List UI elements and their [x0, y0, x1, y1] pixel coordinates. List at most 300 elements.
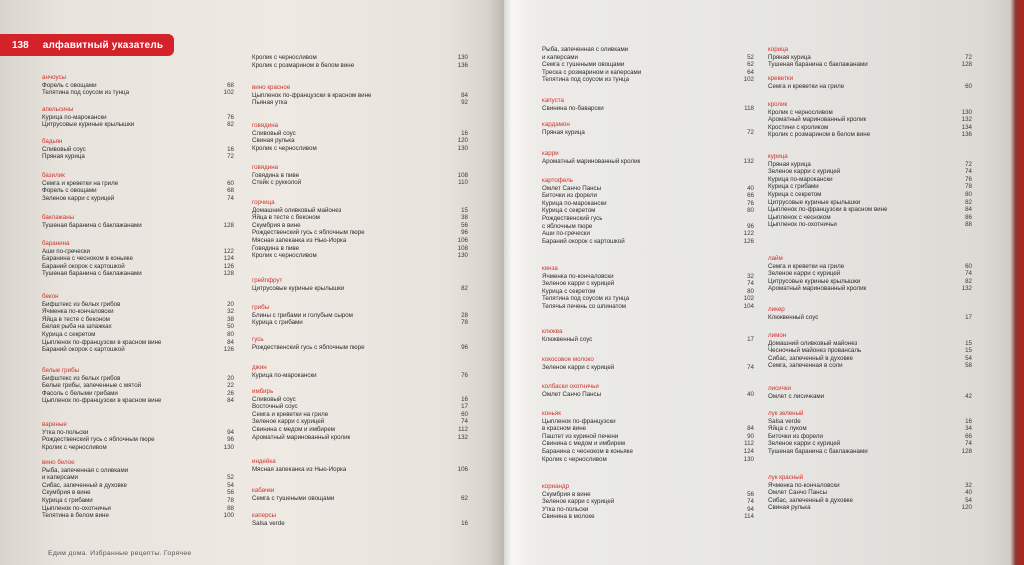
entry-title: Цыпленок по-охотничьи	[42, 504, 111, 512]
entry-title: Баранина с чесноком в коньяке	[42, 255, 133, 263]
index-entry	[768, 214, 972, 222]
index-entry	[42, 512, 234, 520]
entry-title: Говядина в пиве	[252, 244, 300, 252]
entry-title: Утка по-польски	[542, 505, 589, 513]
section-heading: бекон	[42, 293, 59, 300]
section-heading: кокосовое молоко	[542, 356, 594, 363]
index-entry	[42, 180, 234, 188]
entry-title: Белые грибы, запеченные с мятой	[42, 382, 142, 390]
entry-page-number: 88	[965, 221, 972, 229]
index-entry	[252, 411, 468, 419]
entry-page-number: 84	[461, 91, 468, 99]
index-section	[768, 332, 972, 370]
entry-page-number: 38	[227, 315, 234, 323]
entry-title: Ячменка по-кончаловски	[542, 272, 614, 280]
entry-title: Цитрусовые куриные крылышки	[768, 277, 861, 285]
entry-title: Salsa verde	[768, 417, 801, 425]
entry-title: Семга и креветки на гриле	[42, 179, 119, 187]
index-entry	[42, 346, 234, 354]
entry-page-number: 68	[227, 187, 234, 195]
entry-page-number: 16	[965, 417, 972, 425]
entry-page-number: 88	[227, 504, 234, 512]
entry-title: Блины с грибами и голубым сыром	[252, 311, 353, 319]
index-entry	[42, 323, 234, 331]
entry-page-number: 82	[965, 198, 972, 206]
section-heading: колбаски охотничьи	[542, 383, 599, 390]
entry-page-number: 102	[223, 89, 234, 97]
entry-title: Курица с секретом	[42, 330, 96, 338]
entry-title: Сливовый соус	[42, 145, 86, 153]
index-entry	[768, 285, 972, 293]
entry-page-number: 74	[965, 270, 972, 278]
index-entry	[542, 303, 754, 311]
entry-title: Семга с тушеными овощами	[252, 494, 335, 502]
entry-title: Говядина в пиве	[252, 171, 300, 179]
index-entry	[252, 319, 468, 327]
section-heading: кардамон	[542, 121, 570, 128]
entry-page-number: 84	[965, 206, 972, 214]
section-heading: говядина	[252, 164, 279, 171]
entry-page-number: 102	[743, 295, 754, 303]
entry-title: Зеленое карри с курицей	[768, 270, 841, 278]
index-entry	[768, 263, 972, 271]
entry-page-number: 124	[223, 255, 234, 263]
entry-page-number: 50	[227, 323, 234, 331]
index-section	[768, 306, 972, 321]
entry-page-number: 132	[961, 285, 972, 293]
section-heading: кабачки	[252, 487, 275, 494]
index-entry	[252, 130, 468, 138]
index-entry	[542, 76, 754, 84]
entry-title: Омлет Санчо Пансы	[542, 390, 602, 398]
entry-title: Омлет Санчо Пансы	[768, 489, 828, 497]
index-section	[542, 121, 754, 136]
index-entry	[768, 131, 972, 139]
index-section	[768, 410, 972, 456]
entry-title: Кролик с черносливом	[42, 443, 107, 451]
entry-title: Бараний окорок с картошкой	[42, 262, 125, 270]
index-entry	[252, 344, 468, 352]
index-entry	[252, 54, 468, 62]
entry-page-number: 82	[227, 121, 234, 129]
entry-title: и каперсами	[542, 53, 578, 61]
index-section	[768, 153, 972, 229]
index-entry	[542, 506, 754, 514]
index-entry	[252, 207, 468, 215]
index-entry	[42, 489, 234, 497]
index-entry	[42, 308, 234, 316]
entry-title: Свиная рулька	[252, 137, 295, 145]
index-entry	[768, 183, 972, 191]
index-entry	[542, 215, 754, 223]
index-entry	[768, 124, 972, 132]
entry-title: и каперсами	[42, 474, 78, 482]
index-entry	[768, 393, 972, 401]
index-entry	[768, 489, 972, 497]
entry-page-number: 52	[227, 474, 234, 482]
entry-page-number: 84	[227, 338, 234, 346]
section-heading: грейпфрут	[252, 277, 283, 284]
index-entry	[252, 237, 468, 245]
section-heading: вино белое	[42, 459, 75, 466]
index-section	[768, 46, 972, 69]
entry-title: Семга и креветки на гриле	[768, 262, 845, 270]
index-section	[768, 75, 972, 90]
section-heading: кориандр	[542, 483, 570, 490]
index-entry	[252, 252, 468, 260]
entry-title: Рождественский гусь	[542, 214, 603, 222]
index-entry	[42, 114, 234, 122]
section-heading: корица	[768, 46, 789, 53]
index-section	[542, 483, 754, 521]
entry-page-number: 80	[227, 330, 234, 338]
entry-title: Ароматный маринованный кролик	[768, 285, 867, 293]
entry-page-number: 40	[747, 184, 754, 192]
index-section	[542, 410, 754, 463]
entry-page-number: 52	[747, 53, 754, 61]
index-entry	[252, 62, 468, 70]
entry-page-number: 132	[457, 433, 468, 441]
entry-page-number	[750, 46, 754, 54]
entry-page-number: 54	[965, 496, 972, 504]
entry-page-number: 74	[227, 194, 234, 202]
entry-page-number: 96	[461, 343, 468, 351]
entry-title: Ячменка по-кончаловски	[42, 308, 114, 316]
index-section	[542, 46, 754, 84]
index-entry	[542, 498, 754, 506]
entry-title: Мясная запеканка из Нью-Йорка	[252, 236, 347, 244]
index-entry	[252, 466, 468, 474]
index-entry	[42, 505, 234, 513]
index-section	[42, 367, 234, 405]
index-entry	[252, 426, 468, 434]
entry-page-number: 76	[965, 175, 972, 183]
entry-page-number: 40	[965, 489, 972, 497]
section-heading: апельсины	[42, 106, 74, 113]
entry-title: Зеленое карри с курицей	[542, 363, 615, 371]
entry-title: Клюквенный соус	[542, 335, 593, 343]
index-entry	[42, 382, 234, 390]
entry-page-number: 74	[965, 168, 972, 176]
section-heading: анчоусы	[42, 74, 67, 81]
entry-title: Телятина под соусом из тунца	[542, 76, 630, 84]
entry-title: Цыпленок по-французски в красном вине	[42, 338, 162, 346]
index-entry	[768, 433, 972, 441]
entry-page-number: 16	[461, 395, 468, 403]
entry-page-number: 86	[965, 213, 972, 221]
section-heading: лук красный	[768, 474, 804, 481]
index-entry	[768, 347, 972, 355]
entry-title: Телятина под соусом из тунца	[542, 295, 630, 303]
entry-page-number: 74	[965, 440, 972, 448]
entry-page-number: 38	[461, 214, 468, 222]
index-entry	[42, 375, 234, 383]
index-entry	[42, 248, 234, 256]
entry-page-number: 17	[965, 313, 972, 321]
entry-page-number	[750, 418, 754, 426]
index-banner	[0, 34, 174, 56]
entry-page-number: 102	[743, 76, 754, 84]
entry-title: Омлет с лисичками	[768, 392, 825, 400]
section-heading: лимон	[768, 332, 787, 339]
index-section	[768, 385, 972, 400]
entry-page-number: 15	[965, 339, 972, 347]
entry-page-number: 66	[965, 432, 972, 440]
index-entry	[768, 199, 972, 207]
entry-title: Сибас, запеченный в духовке	[42, 481, 127, 489]
index-entry	[542, 391, 754, 399]
index-section	[42, 214, 234, 229]
entry-page-number: 110	[458, 179, 468, 187]
index-entry	[42, 187, 234, 195]
index-section	[252, 304, 468, 327]
index-entry	[252, 172, 468, 180]
index-entry	[252, 99, 468, 107]
entry-page-number: 40	[747, 390, 754, 398]
index-entry	[542, 230, 754, 238]
entry-title: Свинина по-баварски	[542, 104, 604, 112]
index-section	[42, 459, 234, 520]
entry-page-number: 15	[965, 347, 972, 355]
entry-page-number: 112	[458, 425, 468, 433]
index-entry	[768, 482, 972, 490]
index-entry	[252, 92, 468, 100]
index-entry	[542, 238, 754, 246]
entry-page-number: 66	[747, 192, 754, 200]
index-section	[42, 240, 234, 278]
section-heading: кинза	[542, 265, 558, 272]
entry-page-number: 106	[457, 465, 468, 473]
entry-title: Рождественский гусь с яблочным пюре	[42, 436, 155, 444]
entry-page-number: 136	[961, 131, 972, 139]
entry-title: Телятина в белом вине	[42, 512, 109, 520]
index-section	[542, 356, 754, 371]
entry-title: Пряная курица	[542, 128, 585, 136]
index-entry	[252, 396, 468, 404]
entry-title: Домашний оливковый майонез	[252, 206, 342, 214]
index-section	[42, 293, 234, 354]
index-entry	[542, 129, 754, 137]
entry-title: Яйца с луком	[768, 425, 807, 433]
entry-page-number: 130	[457, 252, 468, 260]
index-entry	[768, 440, 972, 448]
entry-title: Тушеная баранина с баклажанами	[768, 447, 868, 455]
entry-title: Курица с секретом	[542, 287, 596, 295]
entry-title: в красном вине	[542, 425, 587, 433]
index-entry	[542, 223, 754, 231]
entry-title: Зеленое карри с курицей	[768, 168, 841, 176]
entry-title: Форель с овощами	[42, 81, 97, 89]
section-heading: лисички	[768, 385, 792, 392]
section-heading: капуста	[542, 97, 564, 104]
entry-page-number: 72	[227, 153, 234, 161]
entry-title: Рождественский гусь с яблочным пюре	[252, 229, 365, 237]
entry-page-number: 56	[461, 221, 468, 229]
index-entry	[768, 497, 972, 505]
entry-title: Чесночный майонез провансаль	[768, 347, 862, 355]
entry-title: Цыпленок по-французски в красном вине	[42, 397, 162, 405]
entry-title: Сливовый соус	[252, 129, 296, 137]
entry-page-number: 32	[747, 272, 754, 280]
entry-title: Паштет из куриной печени	[542, 432, 619, 440]
index-entry	[768, 109, 972, 117]
entry-title: Бифштекс из белых грибов	[42, 300, 121, 308]
index-entry	[768, 418, 972, 426]
index-entry	[252, 245, 468, 253]
entry-title: Цыпленок по-охотничьи	[768, 221, 837, 229]
entry-page-number: 76	[747, 199, 754, 207]
index-entry	[542, 192, 754, 200]
index-section	[542, 328, 754, 343]
entry-page-number: 58	[965, 362, 972, 370]
entry-page-number: 124	[743, 447, 754, 455]
entry-title: Скумбрия в вине	[42, 489, 91, 497]
entry-title: Курица по-марокански	[768, 175, 833, 183]
index-entry	[542, 200, 754, 208]
entry-title: Свинина с медом и имбирем	[252, 425, 336, 433]
entry-title: Семга с тушеными овощами	[542, 61, 625, 69]
index-entry	[42, 429, 234, 437]
index-entry	[542, 448, 754, 456]
index-entry	[42, 121, 234, 129]
entry-title: Ароматный маринованный кролик	[542, 157, 641, 165]
index-entry	[252, 418, 468, 426]
entry-page-number: 28	[461, 311, 468, 319]
index-section	[768, 101, 972, 139]
section-heading: картофель	[542, 177, 573, 184]
section-heading: индейка	[252, 458, 276, 465]
index-section	[252, 364, 468, 379]
entry-title: Курица по-марокански	[42, 113, 107, 121]
section-heading: клюква	[542, 328, 563, 335]
section-heading: базилик	[42, 172, 65, 179]
index-entry	[42, 301, 234, 309]
index-entry	[42, 316, 234, 324]
entry-title: Свинина в молоке	[542, 513, 595, 521]
section-heading: кролик	[768, 101, 788, 108]
entry-page-number: 16	[461, 519, 468, 527]
entry-page-number: 122	[223, 247, 234, 255]
index-entry	[542, 513, 754, 521]
entry-title: Семга, запеченная в соли	[768, 362, 843, 370]
entry-title: Рождественский гусь с яблочным пюре	[252, 343, 365, 351]
entry-page-number: 72	[747, 128, 754, 136]
entry-title: Пряная курица	[42, 153, 85, 161]
index-entry	[542, 280, 754, 288]
index-entry	[42, 195, 234, 203]
entry-title: Аши по-гречески	[42, 247, 90, 255]
section-heading: бадьян	[42, 138, 63, 145]
index-entry	[252, 137, 468, 145]
entry-page-number: 126	[743, 237, 754, 245]
index-section	[42, 172, 234, 202]
red-page-edge	[1010, 0, 1024, 565]
entry-title: Цитрусовые куриные крылышки	[252, 284, 345, 292]
entry-page-number: 130	[223, 443, 234, 451]
entry-page-number: 78	[965, 183, 972, 191]
entry-page-number: 20	[227, 374, 234, 382]
entry-title: Кролик с черносливом	[542, 455, 607, 463]
section-heading: говядина	[252, 122, 279, 129]
index-entry	[542, 207, 754, 215]
index-section	[42, 421, 234, 451]
section-heading: коньяк	[542, 410, 561, 417]
index-section	[252, 54, 468, 69]
index-entry	[252, 372, 468, 380]
entry-page-number: 130	[457, 144, 468, 152]
entry-page-number: 72	[965, 160, 972, 168]
entry-title: Скумбрия в вине	[252, 221, 301, 229]
section-heading: креветки	[768, 75, 794, 82]
entry-page-number: 68	[227, 81, 234, 89]
entry-page-number: 34	[965, 425, 972, 433]
entry-page-number: 32	[965, 481, 972, 489]
entry-page-number: 132	[961, 116, 972, 124]
section-heading: карри	[542, 150, 559, 157]
entry-page-number: 104	[743, 302, 754, 310]
index-entry	[542, 158, 754, 166]
entry-page-number: 126	[223, 346, 234, 354]
index-entry	[542, 61, 754, 69]
section-heading: лайм	[768, 255, 783, 262]
index-section	[542, 383, 754, 398]
entry-title: Курица с секретом	[542, 207, 596, 215]
index-entry	[252, 403, 468, 411]
entry-page-number: 80	[965, 190, 972, 198]
entry-page-number: 84	[747, 425, 754, 433]
entry-title: Домашний оливковый майонез	[768, 339, 858, 347]
index-entry	[542, 364, 754, 372]
entry-page-number: 32	[227, 308, 234, 316]
index-entry	[42, 390, 234, 398]
entry-page-number: 64	[747, 68, 754, 76]
entry-title: Форель с овощами	[42, 187, 97, 195]
section-heading: баклажаны	[42, 214, 75, 221]
index-entry	[768, 448, 972, 456]
entry-page-number: 56	[747, 490, 754, 498]
index-section	[252, 164, 468, 187]
index-entry	[252, 214, 468, 222]
entry-page-number: 82	[461, 284, 468, 292]
entry-title: Свиная рулька	[768, 504, 811, 512]
entry-page-number: 76	[227, 113, 234, 121]
entry-title: Восточный соус	[252, 403, 298, 411]
entry-page-number: 108	[457, 244, 468, 252]
section-heading: курица	[768, 153, 788, 160]
entry-title: Фасоль с белыми грибами	[42, 389, 118, 397]
index-entry	[42, 436, 234, 444]
entry-title: Бараний окорок с картошкой	[542, 237, 625, 245]
entry-page-number: 82	[965, 277, 972, 285]
entry-title: Мясная запеканка из Нью-Йорка	[252, 465, 347, 473]
index-entry	[42, 339, 234, 347]
entry-page-number: 136	[457, 61, 468, 69]
index-entry	[252, 520, 468, 528]
entry-page-number: 74	[461, 418, 468, 426]
section-heading: джин	[252, 364, 267, 371]
entry-title: Пьяная утка	[252, 99, 288, 107]
entry-title: Ароматный маринованный кролик	[252, 433, 351, 441]
index-entry	[542, 185, 754, 193]
entry-title: Пряная курица	[768, 53, 811, 61]
entry-page-number: 60	[965, 82, 972, 90]
index-section	[768, 255, 972, 293]
entry-title: Курица с грибами	[768, 183, 819, 191]
entry-page-number: 128	[223, 221, 234, 229]
index-entry	[768, 176, 972, 184]
entry-title: Цыпленок по-французски	[542, 417, 616, 425]
entry-title: Кролик с розмарином в белом вине	[252, 61, 355, 69]
